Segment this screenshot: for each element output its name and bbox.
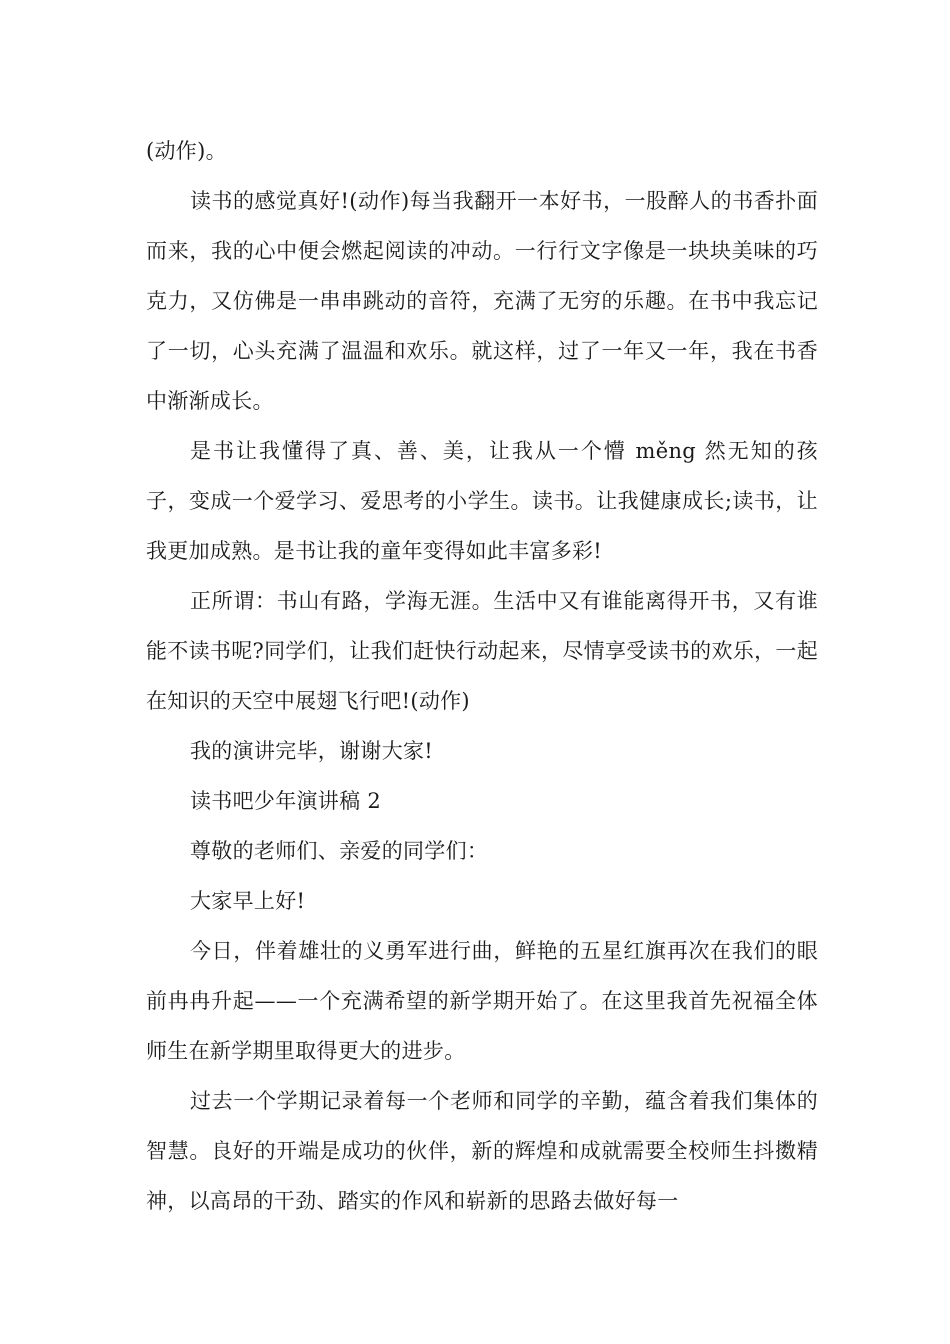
paragraph-call-to-action: 正所谓：书山有路，学海无涯。生活中又有谁能离得开书，又有谁能不读书呢?同学们，让我们赶快行动起来，尽情享受读书的欢乐，一起在知识的天空中展翅飞行吧!(动作) [146,589,818,713]
paragraph-truth-goodness-beauty: 是书让我懂得了真、善、美，让我从一个懵 měng 然无知的孩子，变成一个爱学习、爱思考的小学生。读书。让我健康成长;读书，让我更加成熟。是书让我的童年变得如此丰富多彩! [146,439,818,563]
paragraph-salutation: 尊敬的老师们、亲爱的同学们： [190,839,489,863]
paragraph-reading-feeling: 读书的感觉真好!(动作)每当我翻开一本好书，一股醉人的书香扑面而来，我的心中便会燃起阅读的冲动。一行行文字像是一块块美味的巧克力，又仿佛是一串串跳动的音符，充满了无穷的乐趣。在书中我忘记了一切，心头充满了温温和欢乐。就这样，过了一年又一年，我在书香中渐渐成长。 [146,189,818,413]
document-body [146,126,818,1226]
paragraph-greeting: 大家早上好! [190,889,306,913]
paragraph-closing-thanks: 我的演讲完毕，谢谢大家! [190,739,434,763]
section-heading-speech-2: 读书吧少年演讲稿 2 [190,789,382,813]
paragraph-new-semester: 今日，伴着雄壮的义勇军进行曲，鲜艳的五星红旗再次在我们的眼前冉冉升起——一个充满希望的新学期开始了。在这里我首先祝福全体师生在新学期里取得更大的进步。 [146,939,818,1063]
paragraph-action-end: (动作)。 [146,139,227,163]
paragraph-past-semester: 过去一个学期记录着每一个老师和同学的辛勤，蕴含着我们集体的智慧。良好的开端是成功的伙伴，新的辉煌和成就需要全校师生抖擞精神，以高昂的干劲、踏实的作风和崭新的思路去做好每一 [146,1089,818,1213]
